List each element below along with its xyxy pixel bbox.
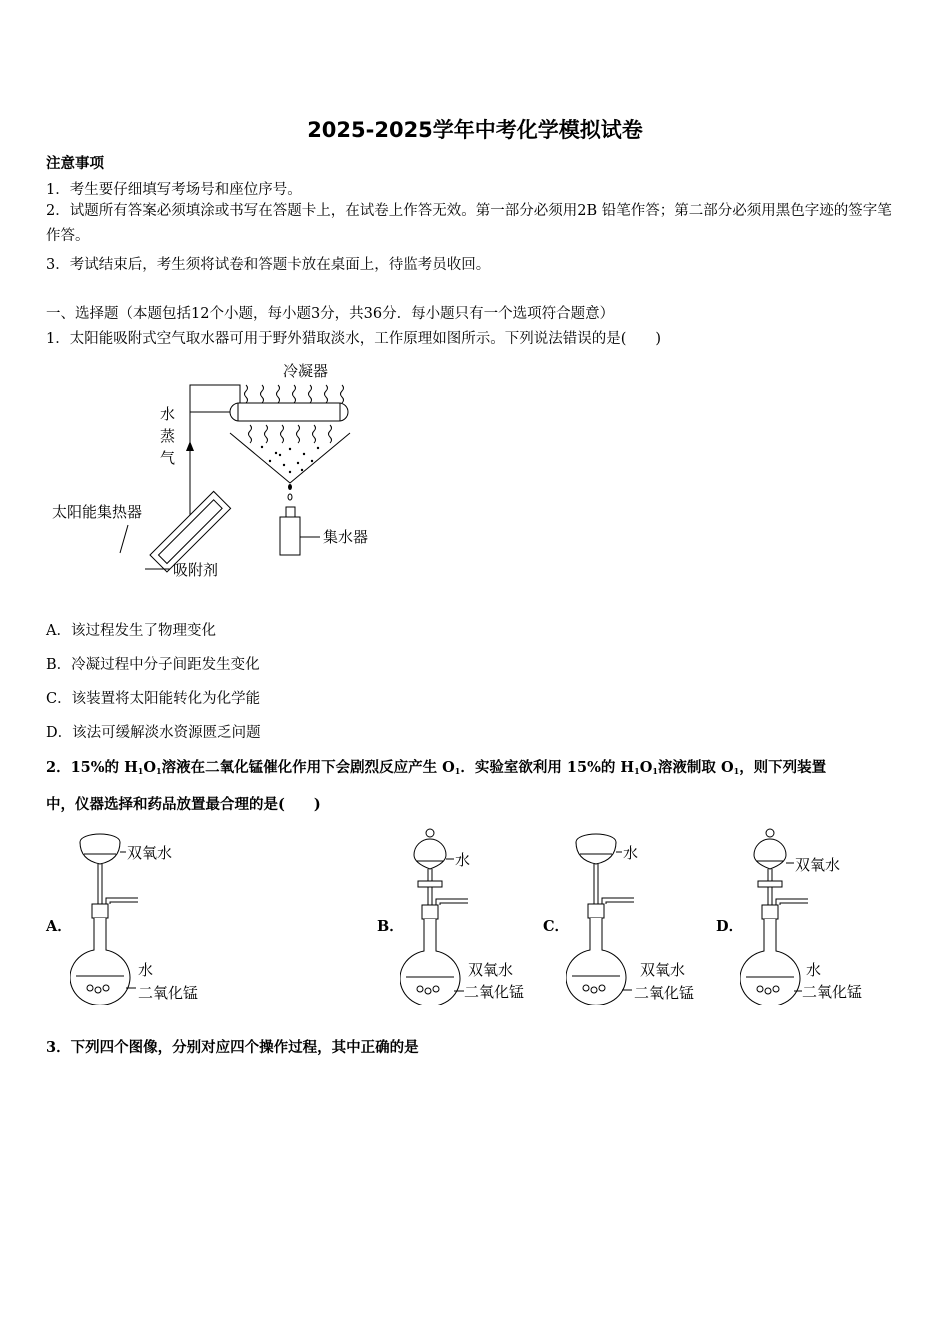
solar-collector-label: 太阳能集热器 <box>52 503 143 521</box>
q2-option-a-letter: A． <box>46 918 72 935</box>
q2-c-top-label: 水 <box>623 844 639 862</box>
collector-bottle <box>280 517 300 555</box>
q2-a-top-label: 双氧水 <box>127 844 173 862</box>
q2-stem-line2: 中，仪器选择和药品放置最合理的是( ) <box>46 796 321 813</box>
q2-d-bottom-label-1: 水 <box>806 961 822 979</box>
q1-option-a: A．该过程发生了物理变化 <box>46 623 216 639</box>
q1-option-c: C．该装置将太阳能转化为化学能 <box>46 691 261 707</box>
q2-option-b-letter: B． <box>377 918 404 935</box>
q2-a-bottom-label-1: 水 <box>138 961 154 979</box>
notice-item-2: 2．试题所有答案必须填涂或书写在答题卡上，在试卷上作答无效。第一部分必须用2B 铅笔作答；第二部分必须用黑色字迹的签字笔作答。 <box>46 203 892 244</box>
condenser-tube <box>230 403 348 421</box>
condenser-label: 冷凝器 <box>283 362 329 380</box>
q2-a-bottom-label-2: 二氧化锰 <box>138 984 199 1002</box>
q1-option-d: D．该法可缓解淡水资源匮乏问题 <box>46 725 261 741</box>
arrow-up-icon <box>186 441 194 451</box>
q3-stem: 3．下列四个图像，分别对应四个操作过程，其中正确的是 <box>46 1039 419 1056</box>
adsorbent-label: 吸附剂 <box>173 561 219 579</box>
q2-d-bottom-label-2: 二氧化锰 <box>802 983 863 1001</box>
q2-apparatus-a <box>70 830 230 1005</box>
q2-b-bottom-label-2: 二氧化锰 <box>464 983 525 1001</box>
funnel-shape <box>230 433 350 483</box>
q2-stem-line1: 2．15%的 $H_1O_1$溶液在二氧化锰催化作用下会剧烈反应产生 $O_1$．实验室欲利用 15%的 $H_1O_1$溶液制取 $O_1$，则下列装置 <box>46 759 827 776</box>
vapor-label-2: 蒸 <box>160 427 176 445</box>
q2-d-top-label: 双氧水 <box>795 856 841 874</box>
notice-heading: 注意事项 <box>46 155 104 172</box>
q1-stem: 1．太阳能吸附式空气取水器可用于野外猎取淡水，工作原理如图所示。下列说法错误的是( ) <box>46 331 662 347</box>
page-title: 2025-2025学年中考化学模拟试卷 <box>307 118 643 142</box>
q2-apparatus-c <box>566 830 716 1005</box>
q1-option-b: B．冷凝过程中分子间距发生变化 <box>46 657 260 673</box>
q2-option-c-letter: C． <box>543 918 570 935</box>
water-collector-label: 集水器 <box>323 528 369 546</box>
q2-c-bottom-label-1: 双氧水 <box>640 961 686 979</box>
q2-b-top-label: 水 <box>455 851 471 869</box>
q1-figure <box>40 355 420 590</box>
q2-apparatus-d <box>740 825 890 1005</box>
vapor-label-1: 水 <box>160 405 176 423</box>
q2-c-bottom-label-2: 二氧化锰 <box>634 984 695 1002</box>
notice-item-3: 3．考试结束后，考生须将试卷和答题卡放在桌面上，待监考员收回。 <box>46 257 491 273</box>
section-heading: 一、选择题（本题包括12个小题，每小题3分，共36分．每小题只有一个选项符合题意） <box>46 306 615 322</box>
q2-apparatus-b <box>400 825 550 1005</box>
q2-option-d-letter: D． <box>716 918 744 935</box>
notice-item-1: 1．考生要仔细填写考场号和座位序号。 <box>46 182 302 198</box>
top-wave-icon <box>245 385 344 403</box>
bottom-wave-icon <box>249 425 332 443</box>
q2-b-bottom-label-1: 双氧水 <box>468 961 514 979</box>
vapor-label-3: 气 <box>160 449 176 467</box>
